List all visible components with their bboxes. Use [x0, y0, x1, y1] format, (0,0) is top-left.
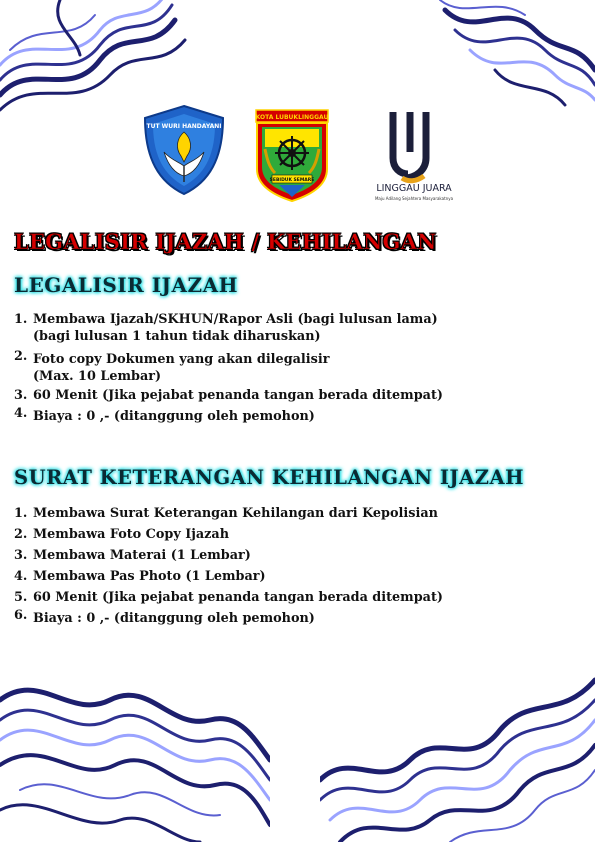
main-title: LEGALISIR IJAZAH / KEHILANGAN — [14, 229, 437, 254]
list-item — [14, 505, 443, 522]
item-text: 60 Menit (Jika pejabat penanda tangan berada ditempat) — [33, 590, 443, 605]
item-number: 2. — [14, 349, 28, 364]
svg-text:LINGGAU JUARA: LINGGAU JUARA — [376, 183, 452, 194]
wave-decoration-bottom-right — [320, 660, 595, 842]
item-number: 3. — [14, 548, 28, 563]
legalisir-requirements-list — [14, 311, 443, 425]
svg-text:KOTA LUBUKLINGGAU: KOTA LUBUKLINGGAU — [255, 114, 329, 121]
kota-lubuklinggau-logo — [255, 109, 329, 203]
item-text: Membawa Foto Copy Ijazah — [33, 527, 230, 542]
section-kehilangan-title: SURAT KETERANGAN KEHILANGAN IJAZAH — [14, 466, 525, 489]
list-item — [14, 568, 443, 585]
list-item — [14, 311, 443, 345]
logos-row — [0, 104, 595, 204]
item-text: Biaya : 0 ,- (ditanggung oleh pemohon) — [33, 409, 315, 424]
item-text: 60 Menit (Jika pejabat penanda tangan berada ditempat) — [33, 388, 443, 403]
list-item — [14, 610, 443, 627]
item-text-note: (Max. 10 Lembar) — [33, 369, 162, 384]
item-text-note: (bagi lulusan 1 tahun tidak diharuskan) — [33, 329, 321, 344]
item-number: 1. — [14, 506, 28, 521]
list-item — [14, 526, 443, 543]
list-item — [14, 408, 443, 425]
item-text: Membawa Ijazah/SKHUN/Rapor Asli (bagi lulusan lama) — [33, 312, 438, 327]
tut-wuri-handayani-logo — [139, 104, 229, 196]
list-item — [14, 387, 443, 404]
svg-text:Maju Adilang Sejahtera Masyara: Maju Adilang Sejahtera Masyarakatnya — [374, 196, 454, 201]
wave-decoration-top-left — [0, 0, 190, 115]
item-text: Membawa Surat Keterangan Kehilangan dari Kepolisian — [33, 506, 438, 521]
item-number: 1. — [14, 312, 28, 327]
list-item — [14, 351, 443, 385]
item-number: 4. — [14, 406, 28, 421]
kehilangan-requirements-list — [14, 505, 443, 631]
wave-decoration-top-right — [435, 0, 595, 110]
svg-text:TUT WURI HANDAYANI: TUT WURI HANDAYANI — [146, 123, 222, 130]
list-item — [14, 547, 443, 564]
item-number: 6. — [14, 608, 28, 623]
item-number: 2. — [14, 527, 28, 542]
item-text: Foto copy Dokumen yang akan dilegalisir — [33, 352, 330, 367]
item-number: 5. — [14, 590, 28, 605]
item-text: Biaya : 0 ,- (ditanggung oleh pemohon) — [33, 611, 315, 626]
list-item — [14, 589, 443, 606]
item-text: Membawa Materai (1 Lembar) — [33, 548, 251, 563]
svg-text:SEBIDUK SEMARE: SEBIDUK SEMARE — [269, 178, 315, 183]
item-number: 3. — [14, 388, 28, 403]
item-number: 4. — [14, 569, 28, 584]
section-legalisir-title: LEGALISIR IJAZAH — [14, 273, 239, 297]
item-text: Membawa Pas Photo (1 Lembar) — [33, 569, 266, 584]
wave-decoration-bottom-left — [0, 660, 270, 842]
linggau-juara-logo — [360, 108, 470, 204]
